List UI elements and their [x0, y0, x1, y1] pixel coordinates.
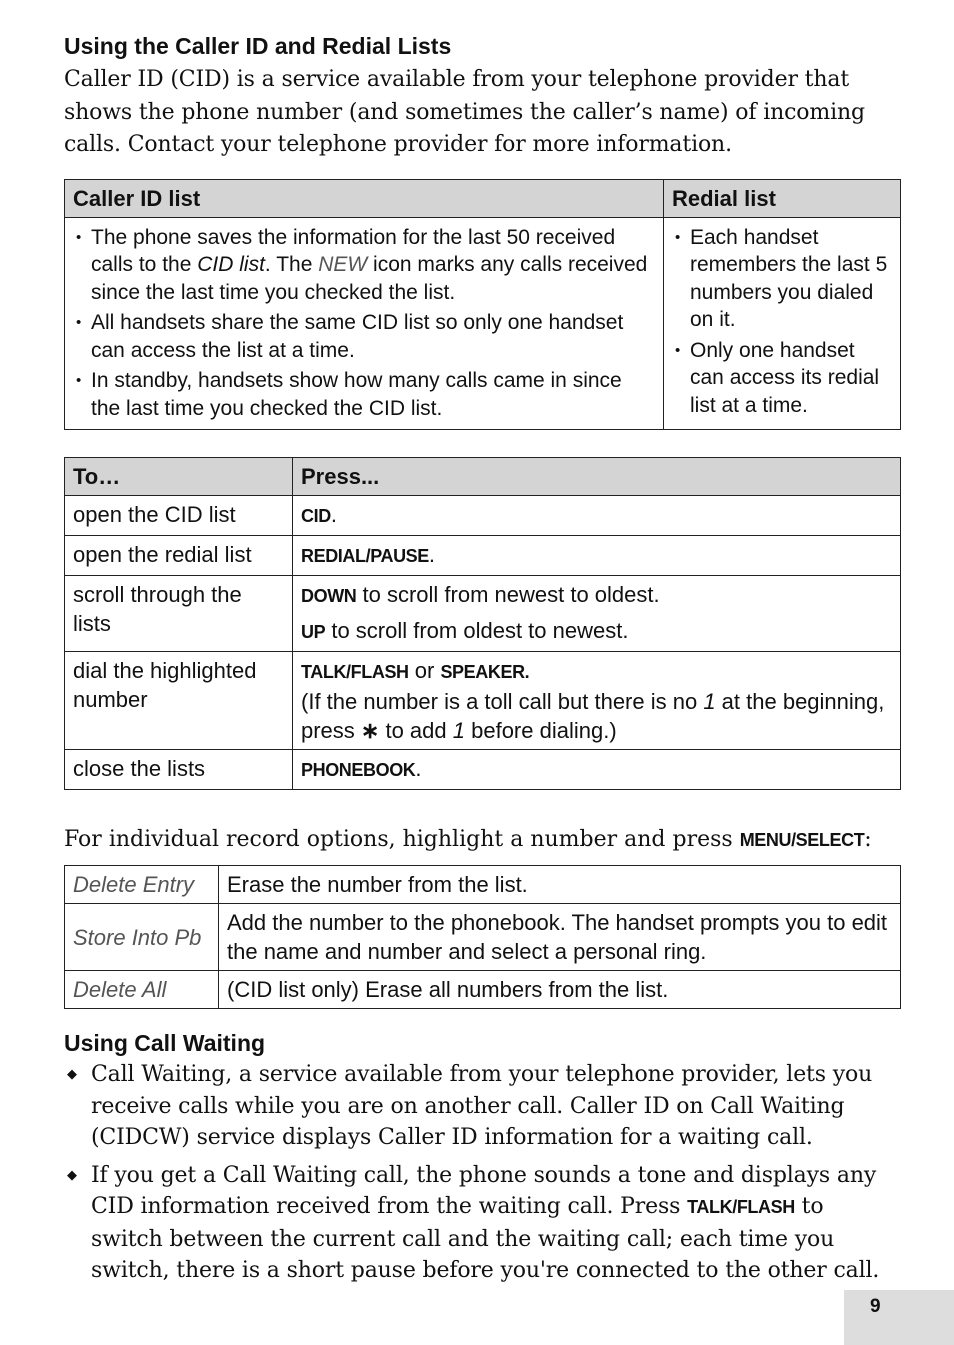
list-item: • In standby, handsets show how many calls came in since the last time you checked the CID list.	[73, 367, 655, 422]
caller-id-intro: Caller ID (CID) is a service available from your telephone provider that shows the phone number (and sometimes the caller’s name) of incoming calls. Contact your telephone provider for more information.	[64, 67, 865, 157]
key-name: PHONEBOOK	[301, 760, 416, 780]
header-to: To…	[65, 458, 293, 496]
key-name: DOWN	[301, 586, 357, 606]
list-item: • All handsets share the same CID list so only one handset can access the list at a time.	[73, 309, 655, 364]
text: 1	[703, 689, 716, 714]
action-label: close the lists	[65, 750, 293, 790]
header-press: Press...	[293, 458, 901, 496]
table-row	[65, 496, 901, 536]
text: to switch between the current call and the waiting call; each time you switch, there is a short pause before you're connected to the other call.	[91, 1194, 880, 1283]
text: . The	[264, 253, 319, 276]
text: or	[408, 658, 441, 683]
page-number: 9	[870, 1296, 881, 1317]
line	[301, 616, 892, 647]
option-name: Store Into Pb	[65, 904, 219, 971]
action-label: dial the highlighted number	[65, 652, 293, 750]
actions-table	[64, 457, 901, 790]
key-name: SPEAKER.	[440, 662, 530, 682]
table-row	[65, 536, 901, 576]
section-heading-call-waiting: Using Call Waiting	[64, 1030, 266, 1056]
star-key: ∗	[360, 718, 380, 743]
action-keys	[293, 750, 901, 790]
option-description: Add the number to the phonebook. The handset prompts you to edit the name and number and select a personal ring.	[219, 904, 901, 971]
text: to add	[379, 718, 453, 743]
text: :	[864, 827, 872, 852]
table-row	[65, 217, 901, 430]
record-options-table	[64, 865, 901, 1009]
text: If you get a Call Waiting call, the phone sounds a tone and displays any CID information received from the waiting call. Press	[91, 1162, 877, 1219]
text: (If the number is a toll call but there is no	[301, 689, 704, 714]
record-options-intro	[64, 824, 901, 856]
cid-list-term: CID list	[197, 253, 265, 276]
list-item: ◆ Call Waiting, a service available from your telephone provider, lets you receive calls while you are on another call. Caller ID on Call Waiting (CIDCW) service displays Caller ID information for a waiting call.	[64, 1059, 901, 1154]
text: The phone saves the information for the last 50 received calls to the	[91, 225, 616, 276]
text: .	[415, 756, 422, 781]
line	[301, 687, 892, 745]
action-label: open the CID list	[65, 496, 293, 536]
table-row	[65, 866, 901, 904]
list-item: • Only one handset can access its redial list at a time.	[672, 337, 892, 420]
key-name: UP	[301, 622, 326, 642]
key-name: TALK/FLASH	[301, 662, 409, 682]
table-row	[65, 576, 901, 652]
section-heading-caller-id: Using the Caller ID and Redial Lists	[64, 33, 452, 59]
new-icon-term: NEW	[318, 253, 368, 276]
page-number-tab	[844, 1290, 954, 1345]
action-label: scroll through the lists	[65, 576, 293, 652]
key-name: MENU/SELECT	[739, 830, 865, 850]
table-header-row	[65, 458, 901, 496]
text: at the beginning, press	[301, 689, 885, 743]
option-description: (CID list only) Erase all numbers from the list.	[219, 971, 901, 1009]
table-header-row	[65, 179, 901, 217]
header-redial-list: Redial list	[664, 179, 901, 217]
key-name: TALK/FLASH	[687, 1197, 795, 1217]
option-name: Delete All	[65, 971, 219, 1009]
line	[301, 580, 892, 611]
line	[301, 656, 892, 687]
text: before dialing.)	[465, 718, 617, 743]
table-row	[65, 971, 901, 1009]
text: 1	[452, 718, 465, 743]
text: icon marks any calls received since the last time you checked the list.	[91, 253, 648, 304]
text: to scroll from oldest to newest.	[325, 618, 629, 643]
table-row	[65, 904, 901, 971]
option-description: Erase the number from the list.	[219, 866, 901, 904]
list-item	[73, 224, 655, 307]
key-name: CID	[301, 506, 331, 526]
action-keys	[293, 536, 901, 576]
call-waiting-bullets	[64, 1059, 901, 1287]
list-item	[64, 1160, 901, 1287]
caller-id-list-cell	[65, 217, 664, 430]
caller-id-bullets	[73, 224, 655, 423]
text: For individual record options, highlight a number and press	[64, 827, 740, 852]
key-name: REDIAL/PAUSE	[301, 546, 429, 566]
action-keys	[293, 576, 901, 652]
text: to scroll from newest to oldest.	[356, 582, 660, 607]
option-name: Delete Entry	[65, 866, 219, 904]
redial-bullets	[672, 224, 892, 420]
text: .	[330, 502, 337, 527]
redial-list-cell	[664, 217, 901, 430]
lists-comparison-table	[64, 179, 901, 431]
header-caller-id-list: Caller ID list	[65, 179, 664, 217]
table-row	[65, 750, 901, 790]
manual-page	[64, 30, 901, 1293]
list-item: • Each handset remembers the last 5 numbers you dialed on it.	[672, 224, 892, 334]
table-row	[65, 652, 901, 750]
action-keys	[293, 652, 901, 750]
action-label: open the redial list	[65, 536, 293, 576]
action-keys	[293, 496, 901, 536]
text: .	[428, 542, 436, 567]
